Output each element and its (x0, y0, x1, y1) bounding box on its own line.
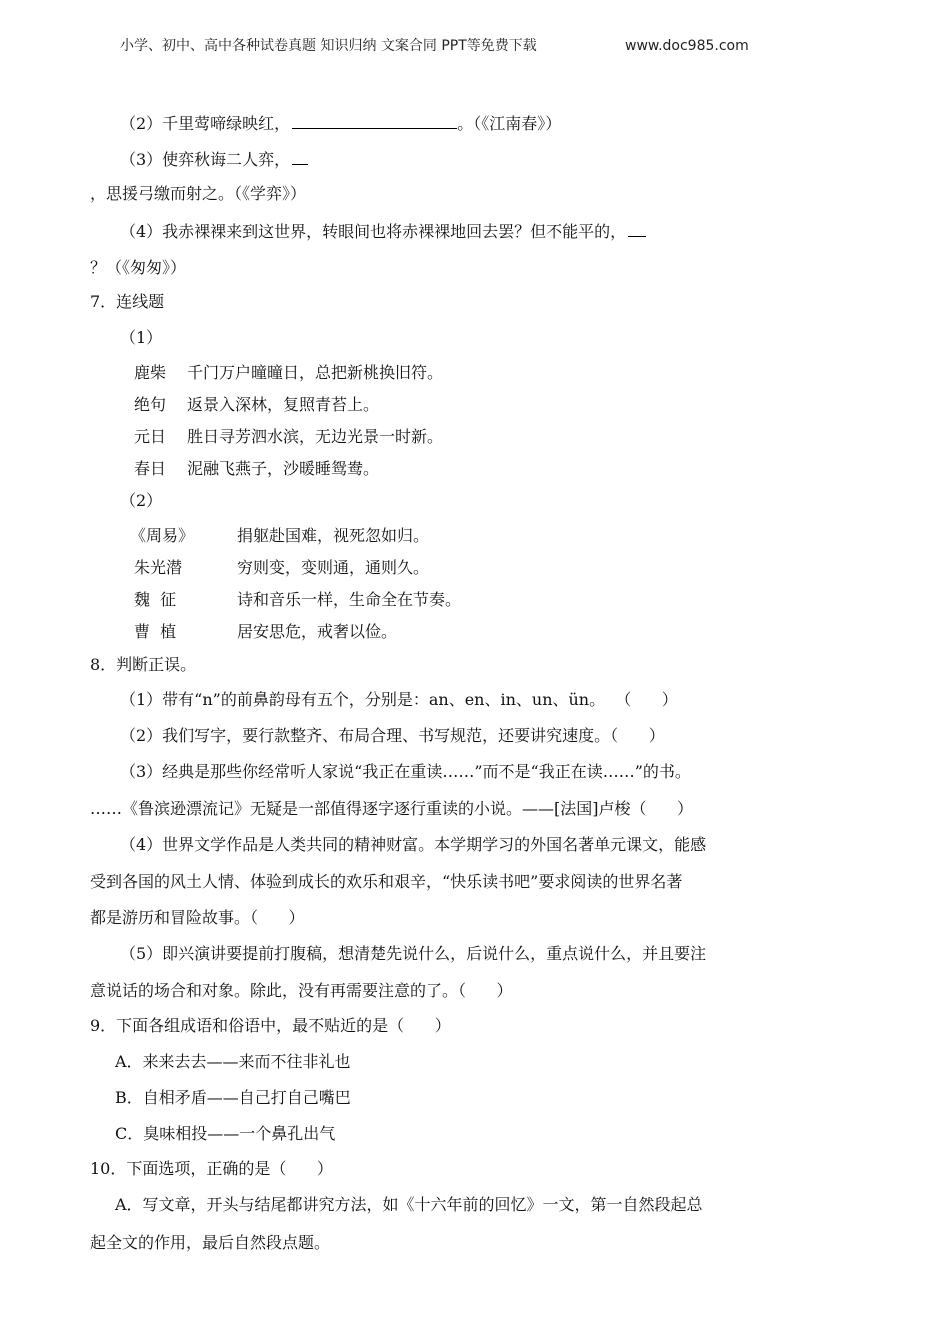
answer-blank[interactable] (292, 148, 308, 165)
q7-p2-left-2[interactable]: 朱光潜 (134, 558, 183, 577)
q7-part2-label: （2） (120, 491, 163, 510)
page-header-title: 小学、初中、高中各种试卷真题 知识归纳 文案合同 PPT等免费下载 (120, 38, 537, 54)
q7-p1-left-2[interactable]: 绝句 (134, 395, 167, 414)
q7-p2-left-4[interactable]: 曹 植 (134, 622, 177, 641)
q8-item5-line1: （5）即兴演讲要提前打腹稿，想清楚先说什么，后说什么，重点说什么，并且要注 (120, 944, 707, 963)
q6-item4-line1 (120, 220, 646, 242)
q7-part1-label: （1） (120, 328, 163, 347)
q7-p1-right-3[interactable]: 胜日寻芳泗水滨，无边光景一时新。 (187, 427, 444, 446)
q7-p2-right-4[interactable]: 居安思危，戒奢以俭。 (237, 622, 398, 641)
q6-item3-line1 (120, 148, 308, 170)
q8-title: 8．判断正误。 (90, 655, 197, 674)
q8-item4-line1: （4）世界文学作品是人类共同的精神财富。本学期学习的外国名著单元课文，能感 (120, 835, 707, 854)
q6-item4-line2: ？（《匆匆》） (90, 258, 187, 277)
q7-p1-left-3[interactable]: 元日 (134, 427, 167, 446)
q7-p1-right-1[interactable]: 千门万户曈曈日，总把新桃换旧符。 (187, 363, 444, 382)
q8-item2[interactable]: （2）我们写字，要行款整齐、布局合理、书写规范，还要讲究速度。（ ） (120, 726, 665, 745)
q9-option-c[interactable]: C．臭味相投——一个鼻孔出气 (115, 1124, 336, 1143)
answer-blank[interactable] (628, 220, 646, 237)
q7-p2-right-1[interactable]: 捐躯赴国难，视死忽如归。 (237, 526, 430, 545)
q10-option-a-line1[interactable]: A．写文章，开头与结尾都讲究方法，如《十六年前的回忆》一文，第一自然段起总 (115, 1195, 703, 1214)
q7-p2-left-1[interactable]: 《周易》 (130, 526, 195, 545)
q8-item4-line3[interactable]: 都是游历和冒险故事。（ ） (90, 908, 305, 927)
q7-p1-right-2[interactable]: 返景入深林，复照青苔上。 (187, 395, 380, 414)
answer-blank[interactable] (292, 112, 457, 129)
q6-item2-post: 。（《江南春》） (457, 114, 562, 133)
q6-item4-text: （4）我赤裸裸来到这世界，转眼间也将赤裸裸地回去罢？但不能平的， (120, 222, 627, 241)
q7-p1-left-1[interactable]: 鹿柴 (134, 363, 167, 382)
q8-item3-line1: （3）经典是那些你经常听人家说“我正在重读……”而不是“我正在读……”的书。 (120, 762, 691, 781)
q7-title: 7．连线题 (90, 292, 165, 311)
q10-title: 10．下面选项，正确的是（ ） (90, 1159, 333, 1178)
q6-item2 (120, 112, 561, 134)
q7-p1-left-4[interactable]: 春日 (134, 459, 167, 478)
q7-p2-right-2[interactable]: 穷则变，变则通，通则久。 (237, 558, 430, 577)
q8-item5-line2[interactable]: 意说话的场合和对象。除此，没有再需要注意的了。（ ） (90, 981, 513, 1000)
q6-item2-pre: （2）千里莺啼绿映红， (120, 114, 291, 133)
q10-option-a-line2[interactable]: 起全文的作用，最后自然段点题。 (90, 1233, 331, 1252)
q7-p2-left-3[interactable]: 魏 征 (134, 590, 177, 609)
q9-option-b[interactable]: B．自相矛盾——自己打自己嘴巴 (115, 1088, 351, 1107)
q6-item3-text: （3）使弈秋诲二人弈， (120, 150, 291, 169)
q6-item3-line2: ，思援弓缴而射之。（《学弈》） (90, 184, 307, 203)
q9-title: 9．下面各组成语和俗语中，最不贴近的是（ ） (90, 1016, 451, 1035)
q7-p1-right-4[interactable]: 泥融飞燕子，沙暖睡鸳鸯。 (187, 459, 380, 478)
q9-option-a[interactable]: A．来来去去——来而不往非礼也 (115, 1052, 351, 1071)
q8-item1[interactable]: （1）带有“n”的前鼻韵母有五个，分别是：an、en、in、un、ün。 （ ） (120, 690, 678, 709)
q7-p2-right-3[interactable]: 诗和音乐一样，生命全在节奏。 (237, 590, 462, 609)
page-header-url[interactable]: www.doc985.com (625, 38, 749, 54)
q8-item4-line2: 受到各国的风土人情、体验到成长的欢乐和艰辛，“快乐读书吧”要求阅读的世界名著 (90, 872, 683, 891)
q8-item3-line2[interactable]: ……《鲁滨逊漂流记》无疑是一部值得逐字逐行重读的小说。——[法国]卢梭（ ） (90, 799, 694, 818)
